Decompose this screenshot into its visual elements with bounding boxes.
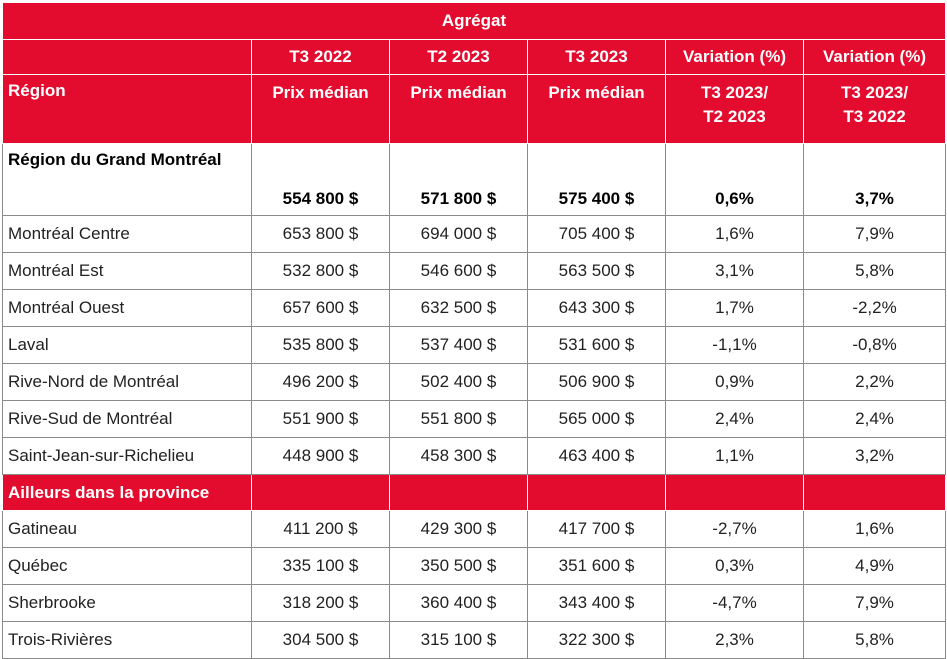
price-cell: 322 300 $ xyxy=(528,622,666,659)
price-cell: 531 600 $ xyxy=(528,327,666,364)
variation-header-line: T2 2023 xyxy=(703,107,766,126)
table-row xyxy=(3,401,946,438)
variation-cell: 2,2% xyxy=(804,364,946,401)
price-cell: 417 700 $ xyxy=(528,511,666,548)
price-cell: 315 100 $ xyxy=(390,622,528,659)
price-cell: 535 800 $ xyxy=(252,327,390,364)
period-header: T3 2023 xyxy=(528,40,666,75)
price-cell: 350 500 $ xyxy=(390,548,528,585)
variation-cell: 3,2% xyxy=(804,438,946,475)
section-blank-cell xyxy=(252,475,390,511)
period-header: Variation (%) xyxy=(804,40,946,75)
table-row xyxy=(3,253,946,290)
price-cell: 571 800 $ xyxy=(390,144,528,216)
table-row xyxy=(3,364,946,401)
price-cell: 532 800 $ xyxy=(252,253,390,290)
region-name: Saint-Jean-sur-Richelieu xyxy=(3,438,252,475)
variation-cell: -2,7% xyxy=(666,511,804,548)
price-cell: 705 400 $ xyxy=(528,216,666,253)
price-cell: 496 200 $ xyxy=(252,364,390,401)
table-row xyxy=(3,585,946,622)
variation-cell: -1,1% xyxy=(666,327,804,364)
region-name: Laval xyxy=(3,327,252,364)
variation-cell: -0,8% xyxy=(804,327,946,364)
price-cell: 448 900 $ xyxy=(252,438,390,475)
variation-cell: 3,1% xyxy=(666,253,804,290)
price-cell: 551 900 $ xyxy=(252,401,390,438)
region-name: Rive-Sud de Montréal xyxy=(3,401,252,438)
variation-header xyxy=(804,75,946,144)
price-cell: 694 000 $ xyxy=(390,216,528,253)
variation-cell: 1,7% xyxy=(666,290,804,327)
grand-montreal-row xyxy=(3,144,946,216)
variation-cell: 5,8% xyxy=(804,622,946,659)
variation-cell: 2,4% xyxy=(804,401,946,438)
price-cell: 506 900 $ xyxy=(528,364,666,401)
montreal-rows xyxy=(3,216,946,475)
table-row xyxy=(3,438,946,475)
variation-header-line: T3 2023/ xyxy=(700,83,769,102)
region-name: Québec xyxy=(3,548,252,585)
region-name: Trois-Rivières xyxy=(3,622,252,659)
variation-cell: 2,4% xyxy=(666,401,804,438)
table-title: Agrégat xyxy=(3,3,946,40)
variation-cell: 7,9% xyxy=(804,585,946,622)
table-row xyxy=(3,511,946,548)
price-cell: 643 300 $ xyxy=(528,290,666,327)
price-cell: 458 300 $ xyxy=(390,438,528,475)
table-row xyxy=(3,327,946,364)
header-blank-cell xyxy=(3,40,252,75)
price-cell: 351 600 $ xyxy=(528,548,666,585)
variation-cell: -4,7% xyxy=(666,585,804,622)
region-column-header: Région xyxy=(3,75,252,144)
variation-header xyxy=(666,75,804,144)
table-row xyxy=(3,548,946,585)
variation-cell: 3,7% xyxy=(804,144,946,216)
region-name: Rive-Nord de Montréal xyxy=(3,364,252,401)
variation-cell: 0,3% xyxy=(666,548,804,585)
variation-cell: 1,6% xyxy=(804,511,946,548)
price-cell: 563 500 $ xyxy=(528,253,666,290)
region-name: Région du Grand Montréal xyxy=(3,144,252,216)
median-price-header: Prix médian xyxy=(390,75,528,144)
variation-cell: 1,1% xyxy=(666,438,804,475)
price-cell: 463 400 $ xyxy=(528,438,666,475)
variation-cell: 0,9% xyxy=(666,364,804,401)
period-header: Variation (%) xyxy=(666,40,804,75)
price-cell: 551 800 $ xyxy=(390,401,528,438)
table-title-row xyxy=(3,3,946,40)
region-name: Montréal Ouest xyxy=(3,290,252,327)
median-price-table xyxy=(2,2,946,659)
period-header: T3 2022 xyxy=(252,40,390,75)
price-cell: 537 400 $ xyxy=(390,327,528,364)
price-cell: 632 500 $ xyxy=(390,290,528,327)
price-cell: 318 200 $ xyxy=(252,585,390,622)
period-header: T2 2023 xyxy=(390,40,528,75)
price-cell: 554 800 $ xyxy=(252,144,390,216)
section-blank-cell xyxy=(390,475,528,511)
price-cell: 653 800 $ xyxy=(252,216,390,253)
region-name: Sherbrooke xyxy=(3,585,252,622)
price-cell: 411 200 $ xyxy=(252,511,390,548)
section-blank-cell xyxy=(666,475,804,511)
variation-cell: 5,8% xyxy=(804,253,946,290)
variation-cell: 7,9% xyxy=(804,216,946,253)
section-blank-cell xyxy=(804,475,946,511)
price-cell: 429 300 $ xyxy=(390,511,528,548)
price-cell: 546 600 $ xyxy=(390,253,528,290)
variation-cell: -2,2% xyxy=(804,290,946,327)
variation-header-line: T3 2023/ xyxy=(840,83,909,102)
price-cell: 502 400 $ xyxy=(390,364,528,401)
table-row xyxy=(3,290,946,327)
province-rows xyxy=(3,511,946,659)
variation-cell: 2,3% xyxy=(666,622,804,659)
price-cell: 565 000 $ xyxy=(528,401,666,438)
section-title: Ailleurs dans la province xyxy=(3,475,252,511)
table-row xyxy=(3,216,946,253)
median-price-header: Prix médian xyxy=(528,75,666,144)
region-name: Gatineau xyxy=(3,511,252,548)
price-cell: 657 600 $ xyxy=(252,290,390,327)
label-header-row xyxy=(3,75,946,144)
variation-cell: 1,6% xyxy=(666,216,804,253)
price-cell: 360 400 $ xyxy=(390,585,528,622)
period-header-row xyxy=(3,40,946,75)
price-cell: 343 400 $ xyxy=(528,585,666,622)
price-cell: 335 100 $ xyxy=(252,548,390,585)
variation-header-line: T3 2022 xyxy=(843,107,906,126)
variation-cell: 4,9% xyxy=(804,548,946,585)
variation-cell: 0,6% xyxy=(666,144,804,216)
region-name: Montréal Centre xyxy=(3,216,252,253)
region-name: Montréal Est xyxy=(3,253,252,290)
median-price-header: Prix médian xyxy=(252,75,390,144)
province-section-row xyxy=(3,475,946,511)
price-cell: 575 400 $ xyxy=(528,144,666,216)
price-cell: 304 500 $ xyxy=(252,622,390,659)
section-blank-cell xyxy=(528,475,666,511)
